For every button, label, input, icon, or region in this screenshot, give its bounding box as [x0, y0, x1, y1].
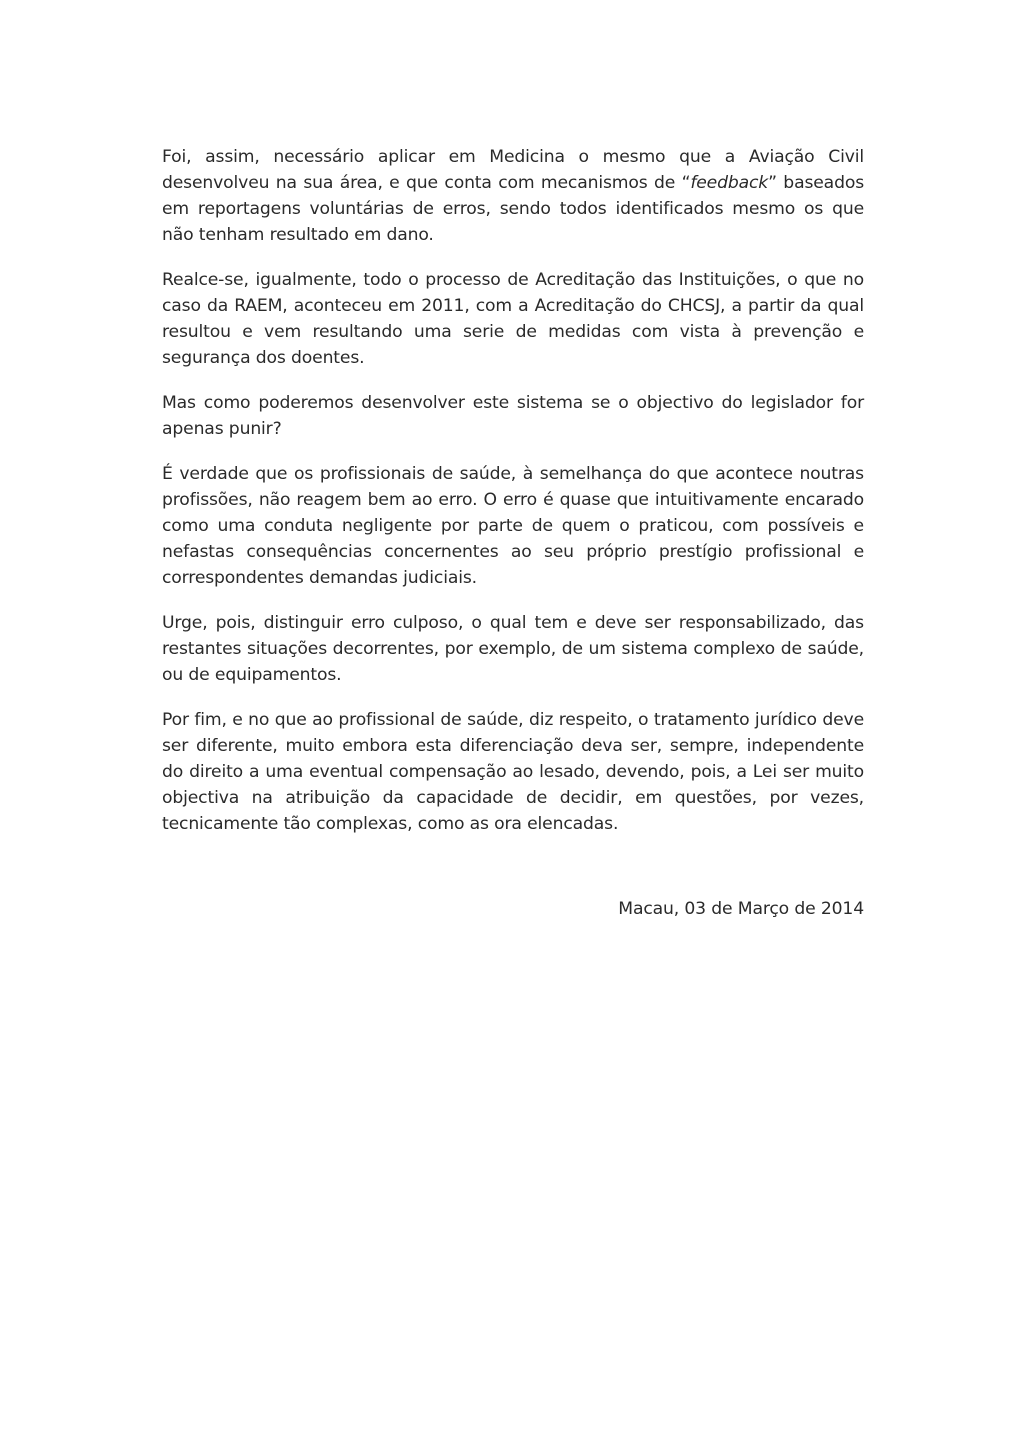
paragraph-2: Realce-se, igualmente, todo o processo de Acreditação das Instituições, o que no caso da RAEM, aconteceu em 2011, com a Acreditação do CHCSJ, a partir da qual resultou e vem resultando uma serie de medidas com vista à prevenção e segurança dos doentes. — [162, 270, 864, 368]
paragraph-1-text-end: ” baseados em reportagens voluntárias de erros, sendo todos identificados mesmo os que não tenham resultado em dano. — [162, 173, 864, 245]
paragraph-1-text-start: Foi, assim, necessário aplicar em Medicina o mesmo que a Aviação Civil desenvolveu na sua área, e que conta com mecanismos de “ — [162, 147, 864, 193]
paragraph-1-italic-term: feedback — [690, 173, 769, 193]
place-date-line: Macau, 03 de Março de 2014 — [618, 899, 864, 919]
document-body — [162, 144, 864, 856]
paragraph-4: É verdade que os profissionais de saúde, à semelhança do que acontece noutras profissões, não reagem bem ao erro. O erro é quase que intuitivamente encarado como uma conduta negligente por parte de quem o praticou, com possíveis e nefastas consequências concernentes ao seu próprio prestígio profissional e correspondentes demandas judiciais. — [162, 464, 864, 588]
paragraph-1 — [162, 144, 864, 248]
paragraph-5: Urge, pois, distinguir erro culposo, o qual tem e deve ser responsabilizado, das restantes situações decorrentes, por exemplo, de um sistema complexo de saúde, ou de equipamentos. — [162, 613, 864, 685]
paragraph-6: Por fim, e no que ao profissional de saúde, diz respeito, o tratamento jurídico deve ser diferente, muito embora esta diferenciação deva ser, sempre, independente do direito a uma eventual compensação ao lesado, devendo, pois, a Lei ser muito objectiva na atribuição da capacidade de decidir, em questões, por vezes, tecnicamente tão complexas, como as ora elencadas. — [162, 710, 864, 834]
paragraph-3: Mas como poderemos desenvolver este sistema se o objectivo do legislador for apenas punir? — [162, 393, 864, 439]
